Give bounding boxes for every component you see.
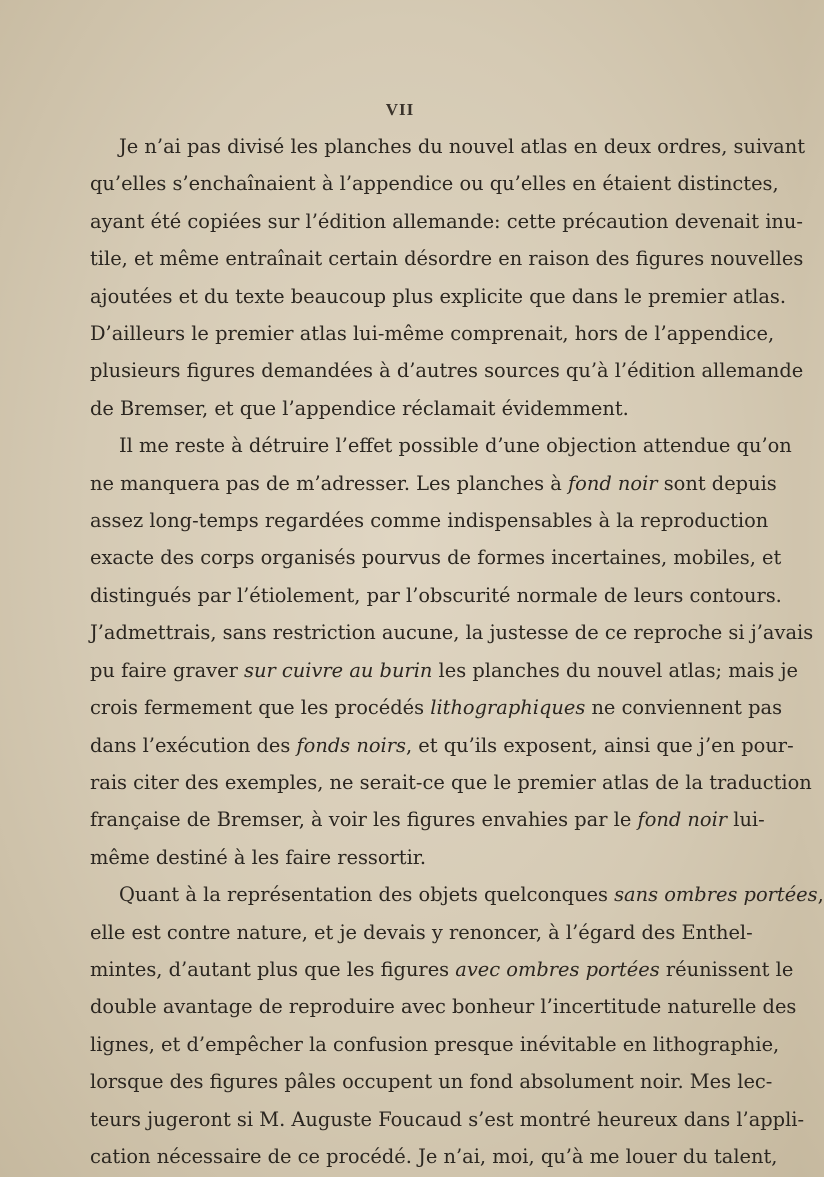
text-line: assez long-temps regardées comme indispensables à la reproduction [90, 509, 769, 533]
text-line: de Bremser, et que l’appendice réclamait évidemment. [90, 396, 629, 420]
page-number: VII [385, 100, 415, 119]
body-text [90, 128, 824, 1175]
text-line: même destiné à les faire ressortir. [90, 845, 427, 869]
text-line: Quant à la représentation des objets quelconques sans ombres portées, [119, 883, 824, 907]
text-line: exacte des corps organisés pourvus de formes incertaines, mobiles, et [90, 546, 782, 570]
text-line: J’admettrais, sans restriction aucune, la justesse de ce reproche si j’avais [90, 621, 814, 645]
text-line: ajoutées et du texte beaucoup plus explicite que dans le premier atlas. [90, 284, 787, 308]
text-line: Je n’ai pas divisé les planches du nouvel atlas en deux ordres, suivant [119, 135, 805, 158]
text-line: teurs jugeront si M. Auguste Foucaud s’est montré heureux dans l’appli- [90, 1107, 805, 1131]
text-line: elle est contre nature, et je devais y renoncer, à l’égard des Enthel- [90, 920, 753, 944]
text-line: lignes, et d’empêcher la confusion presque inévitable en lithographie, [90, 1032, 780, 1056]
text-line: dans l’exécution des fonds noirs, et qu’ils exposent, ainsi que j’en pour- [90, 733, 794, 757]
text-line: lorsque des figures pâles occupent un fond absolument noir. Mes lec- [90, 1070, 773, 1094]
text-line: ayant été copiées sur l’édition allemande: cette précaution devenait inu- [90, 209, 803, 233]
text-line: plusieurs figures demandées à d’autres sources qu’à l’édition allemande [90, 359, 804, 383]
text-line: Il me reste à détruire l’effet possible d’une objection attendue qu’on [119, 434, 792, 458]
text-line: double avantage de reproduire avec bonheur l’incertitude naturelle des [90, 995, 797, 1019]
text-line: cation nécessaire de ce procédé. Je n’ai, moi, qu’à me louer du talent, [90, 1144, 778, 1168]
paragraph [90, 876, 824, 1175]
text-line: rais citer des exemples, ne serait-ce que le premier atlas de la traduction [90, 770, 812, 794]
paragraph [90, 427, 814, 876]
text-line: qu’elles s’enchaînaient à l’appendice ou qu’elles en étaient distinctes, [90, 172, 779, 196]
paragraph [90, 128, 805, 427]
text-line: tile, et même entraînait certain désordre en raison des figures nouvelles [90, 247, 804, 271]
text-line: mintes, d’autant plus que les figures avec ombres portées réunissent le [90, 957, 794, 981]
text-line: D’ailleurs le premier atlas lui-même comprenait, hors de l’appendice, [90, 322, 775, 346]
text-line: ne manquera pas de m’adresser. Les planches à fond noir sont depuis [90, 471, 777, 495]
text-line: crois fermement que les procédés lithographiques ne conviennent pas [90, 696, 783, 720]
text-line: distingués par l’étiolement, par l’obscurité normale de leurs contours. [90, 583, 782, 607]
text-line: française de Bremser, à voir les figures envahies par le fond noir lui- [90, 808, 765, 832]
text-line: pu faire graver sur cuivre au burin les planches du nouvel atlas; mais je [90, 658, 798, 682]
